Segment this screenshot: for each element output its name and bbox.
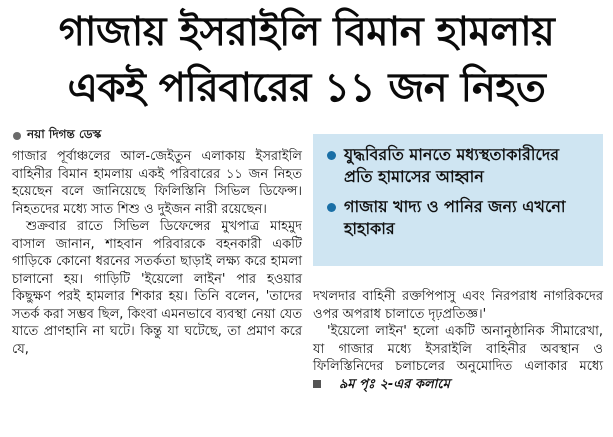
right-paragraph-2-text: 'ইয়েলো লাইন' হলো একটি অনানুষ্ঠানিক সীমারেখা, যা গাজার মধ্যে ইসরাইলি বাহিনীর অবস্থান ও ফিলিস্তিনিদের চলাচলের অনুমোদিত এলাকার মধ্যে — [313, 324, 603, 374]
byline — [13, 126, 101, 146]
highlight-item-2 — [327, 196, 593, 240]
continuation-text: ৯ম পৃঃ ২-এর কলামে — [339, 376, 450, 392]
continuation-note[interactable] — [313, 376, 450, 394]
left-column — [12, 148, 302, 358]
bullet-dot-icon — [13, 132, 21, 140]
bullet-icon — [327, 151, 336, 160]
right-paragraph-1: দখলদার বাহিনী রক্তপিপাসু এবং নিরপরাধ নাগরিকদের ওপর অপরাধ চালাতে দৃঢ়প্রতিজ্ঞ।' — [313, 289, 603, 322]
byline-text: নয়া দিগন্ত ডেস্ক — [27, 127, 102, 141]
bullet-icon — [327, 203, 336, 212]
right-paragraph-2 — [313, 323, 603, 394]
headline-line-1: গাজায় ইসরাইলি বিমান হামলায় — [58, 9, 555, 55]
highlight-text-1: যুদ্ধবিরতি মানতে মধ্যস্থতাকারীদের প্রতি হামাসের আহ্বান — [344, 145, 560, 186]
headline-line-2: একই পরিবারের ১১ জন নিহত — [67, 65, 546, 111]
highlight-box — [313, 134, 603, 266]
left-paragraph-2: শুক্রবার রাতে সিভিল ডিফেন্সের মুখপাত্র মাহমুদ বাসাল জানান, শাহবান পরিবারকে বহনকারী একটি গাড়িকে কোনো ধরনের সতর্কতা ছাড়াই লক্ষ্য করে হামলা চালানো হয়। গাড়িটি 'ইয়েলো লাইন' পার হওয়ার কিছুক্ষণ পরই হামলার শিকার হয়। তিনি বলেন, 'তাদের সতর্ক করা সম্ভব ছিল, কিংবা এমনভাবে ব্যবস্থা নেয়া যেত যাতে প্রাণহানি না ঘটে। কিন্তু যা ঘটেছে, তা প্রমাণ করে যে, — [12, 219, 302, 357]
right-column — [313, 288, 603, 394]
left-paragraph-1: গাজার পূর্বাঞ্চলের আল-জেইতুন এলাকায় ইসরাইলি বাহিনীর বিমান হামলায় একই পরিবারের ১১ জন নিহত হয়েছেন বলে জানিয়েছে ফিলিস্তিনি সিভিল ডিফেন্স। নিহতদের মধ্যে সাত শিশু ও দুইজন নারী রয়েছেন। — [12, 149, 302, 217]
highlight-text-2: গাজায় খাদ্য ও পানির জন্য এখনো হাহাকার — [344, 197, 566, 238]
highlight-item-1 — [327, 144, 593, 188]
square-marker-icon — [313, 380, 321, 388]
